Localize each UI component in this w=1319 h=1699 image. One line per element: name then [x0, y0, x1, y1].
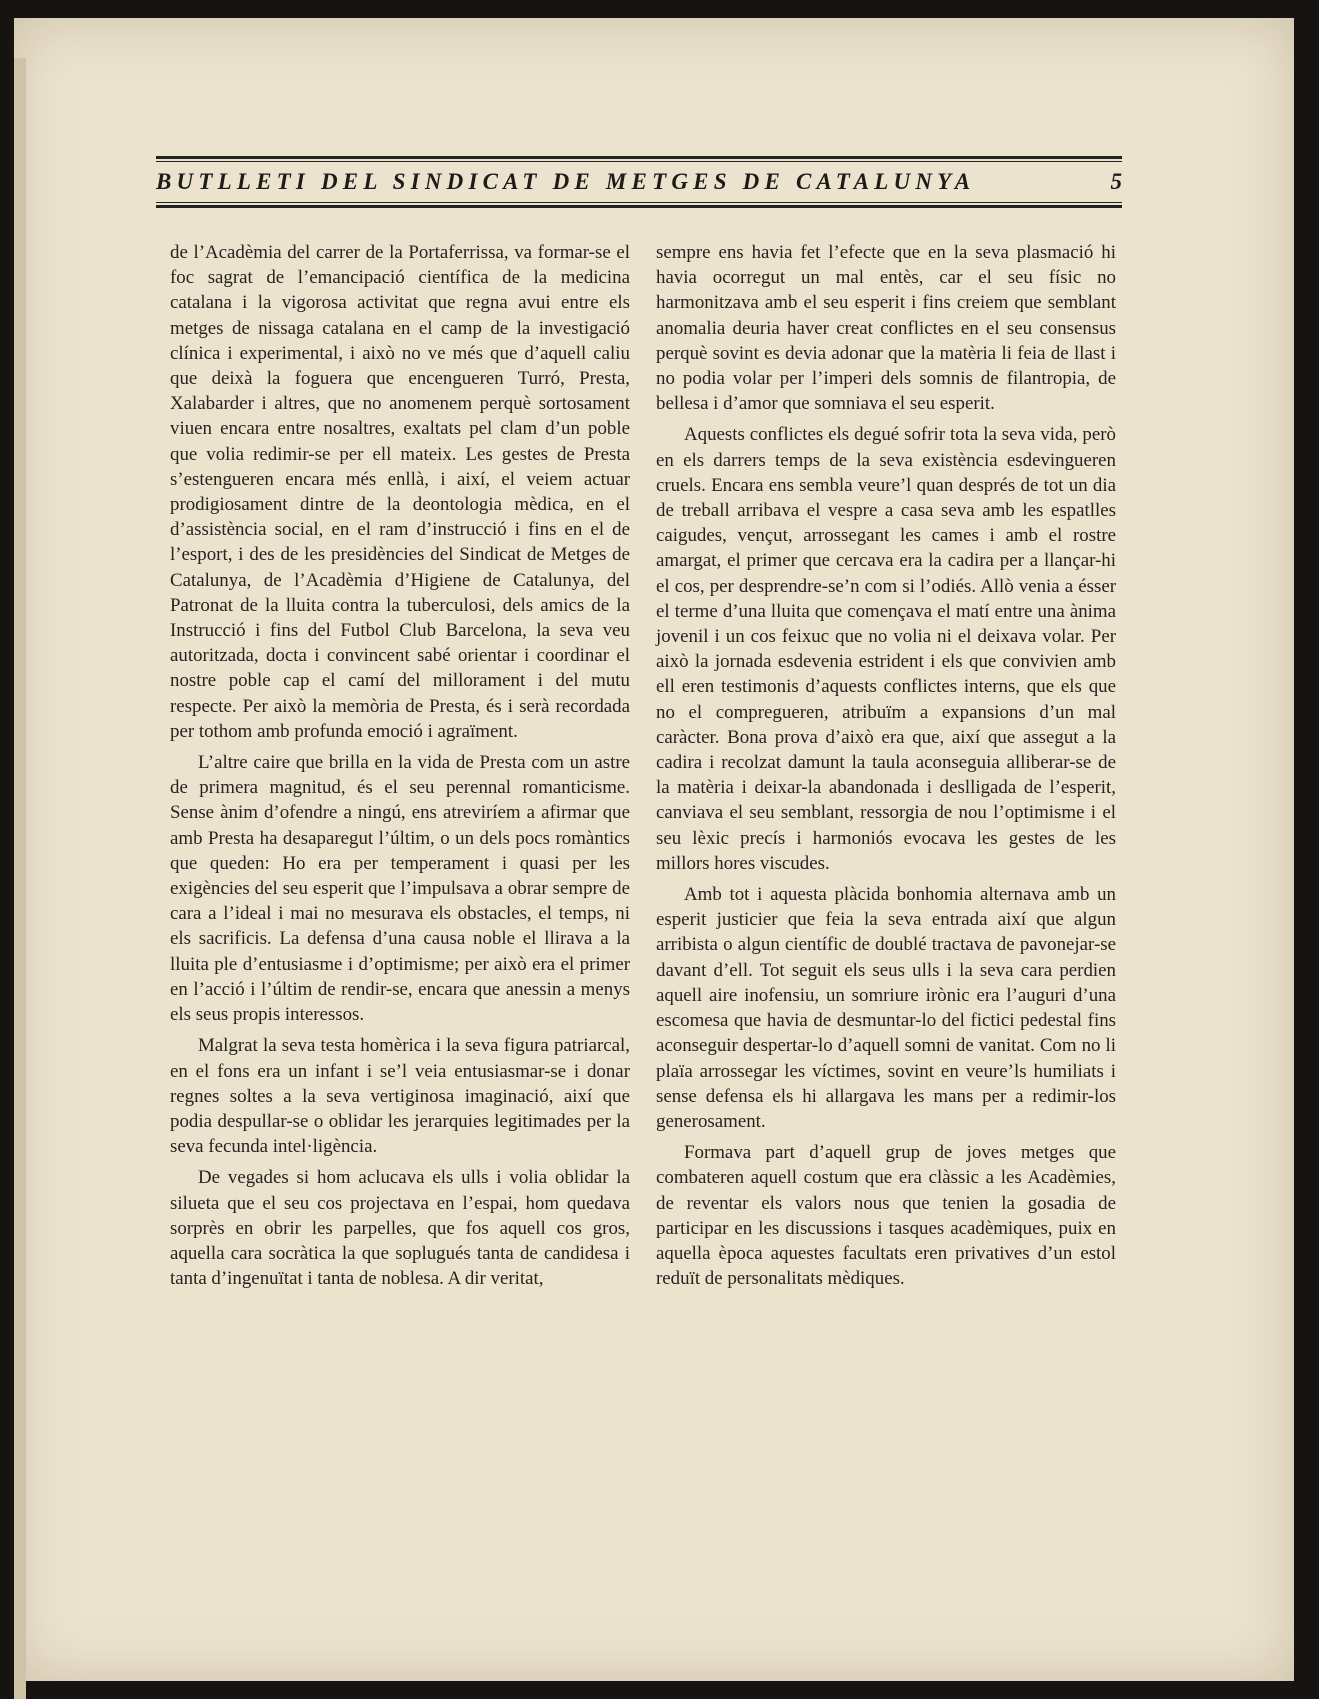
page-number: 5 — [1110, 169, 1122, 194]
header-rule-top — [156, 156, 1122, 159]
journal-title: BUTLLETI DEL SINDICAT DE METGES DE CATALUNYA — [156, 169, 976, 194]
paragraph: Amb tot i aquesta plàcida bonhomia alternava amb un esperit justicier que feia la seva entrada així que algun arribista o algun científic de doublé tractava de pavonejar-se davant d’ell. Tot seguit els seus ulls i la seva cara perdien aquell aire inofensiu, un somriure irònic era l’auguri d’una escomesa que havia de desmuntar-lo del fictici pedestal fins aconseguir despertar-lo d’aquell somni de vanitat. Com no li plaïa arrossegar les víctimes, sovint en veure’ls humiliats i sense defensa els hi allargava les mans per a redimir-los generosament. — [656, 884, 1116, 1132]
paragraph: de l’Acadèmia del carrer de la Portaferrissa, va formar-se el foc sagrat de l’emancipació científica de la medicina catalana i la vigorosa activitat que regna avui entre els metges de nissaga catalana en el camp de la investigació clínica i experimental, i això no ve més que d’aquell caliu que deixà la foguera que encengueren Turró, Presta, Xalabarder i altres, que no anomenem perquè sortosament viuen encara entre nosaltres, exaltats pel clam d’un poble que volia redimir-se per ell mateix. Les gestes de Presta s’estengueren encara més enllà, i així, el veiem actuar prodigiosament dintre de la deontologia mèdica, en el d’assistència social, en el ram d’instrucció i fins en el de l’esport, i des de les presidències del Sindicat de Metges de Catalunya, de l’Acadèmia d’Higiene de Catalunya, del Patronat de la lluita contra la tuberculosi, dels amics de la Instrucció i fins del Futbol Club Barcelona, la seva veu autoritzada, docta i convincent sabé orientar i coordinar el nostre poble cap el camí del millorament i del mutu respecte. Per això la memòria de Presta, és i serà recordada per tothom amb profunda emoció i agraïment. — [170, 242, 630, 742]
paragraph: sempre ens havia fet l’efecte que en la seva plasmació hi havia ocorregut un mal entès, car el seu físic no harmonitzava amb el seu esperit i fins creiem que semblant anomalia deuria haver creat conflictes en el seu consensus perquè sovint es devia adonar que la matèria li feia de llast i no podia volar per l’imperi dels somnis de filantropia, de bellesa i d’amor que somniava el seu esperit. — [656, 242, 1116, 415]
running-header — [156, 156, 1122, 208]
header-rule-bottom-thin — [156, 202, 1122, 203]
paragraph: Malgrat la seva testa homèrica i la seva figura patriarcal, en el fons era un infant i se’l veia entusiasmar-se i donar regnes soltes a la seva vertiginosa imaginació, així que podia despullar-se o oblidar les jerarquies legitimades per la seva fecunda intel·ligència. — [170, 1035, 630, 1158]
paragraph: De vegades si hom aclucava els ulls i volia oblidar la silueta que el seu cos projectava en l’espai, hom quedava sorprès en obrir les parpelles, que fos aquell cos gros, aquella cara socràtica la que soplugués tanta de candidesa i tanta d’ingenuïtat i tanta de noblesa. A dir veritat, — [170, 1167, 630, 1290]
header-rule-bottom — [156, 205, 1122, 208]
page-sheet — [14, 18, 1294, 1681]
facing-page-edge — [14, 58, 26, 1699]
right-column — [656, 240, 1116, 1291]
paragraph: L’altre caire que brilla en la vida de Presta com un astre de primera magnitud, és el seu perennal romanticisme. Sense ànim d’ofendre a ningú, ens atreviríem a afirmar que amb Presta ha desaparegut l’últim, o un dels pocs romàntics que queden: Ho era per temperament i quasi per les exigències del seu esperit que l’impulsava a obrar sempre de cara a l’ideal i mai no mesurava els obstacles, el temps, ni els sacrificis. La defensa d’una causa noble el llirava a la lluita ple d’entusiasme i d’optimisme; per això era el primer en l’acció i l’últim de rendir-se, encara que anessin a menys els seus propis interessos. — [170, 752, 630, 1026]
paragraph: Aquests conflictes els degué sofrir tota la seva vida, però en els darrers temps de la seva existència esdevingueren cruels. Encara ens sembla veure’l quan després de tot un dia de treball arribava el vespre a casa seva amb les espatlles caigudes, vençut, arrossegant les cames i amb el rostre amargat, el primer que cercava era la cadira per a llançar-hi el cos, per desprendre-se’n com si l’odiés. Allò venia a ésser el terme d’una lluita que començava el matí entre una ànima jovenil i un cos feixuc que no volia ni el deixava volar. Per això la jornada esdevenia estrident i els que convivien amb ell eren testimonis d’aquests conflictes interns, que els que no el compregueren, atribuïm a expansions d’un mal caràcter. Bona prova d’això era que, així que assegut a la cadira i recolzat damunt la taula aconseguia alliberar-se de la matèria i deixar-la abandonada i deslligada de l’esperit, canviava el seu semblant, ressorgia de nou l’optimisme i el seu lèxic precís i harmoniós evocava les gestes de les millors hores viscudes. — [656, 424, 1116, 874]
paragraph: Formava part d’aquell grup de joves metges que combateren aquell costum que era clàssic a les Acadèmies, de reventar els valors nous que tenien la gosadia de participar en les discussions i tasques acadèmiques, puix en aquella època aquestes facultats eren privatives d’un estol reduït de personalitats mèdiques. — [656, 1142, 1116, 1290]
left-column — [170, 240, 630, 1291]
header-rule-top-thin — [156, 161, 1122, 162]
